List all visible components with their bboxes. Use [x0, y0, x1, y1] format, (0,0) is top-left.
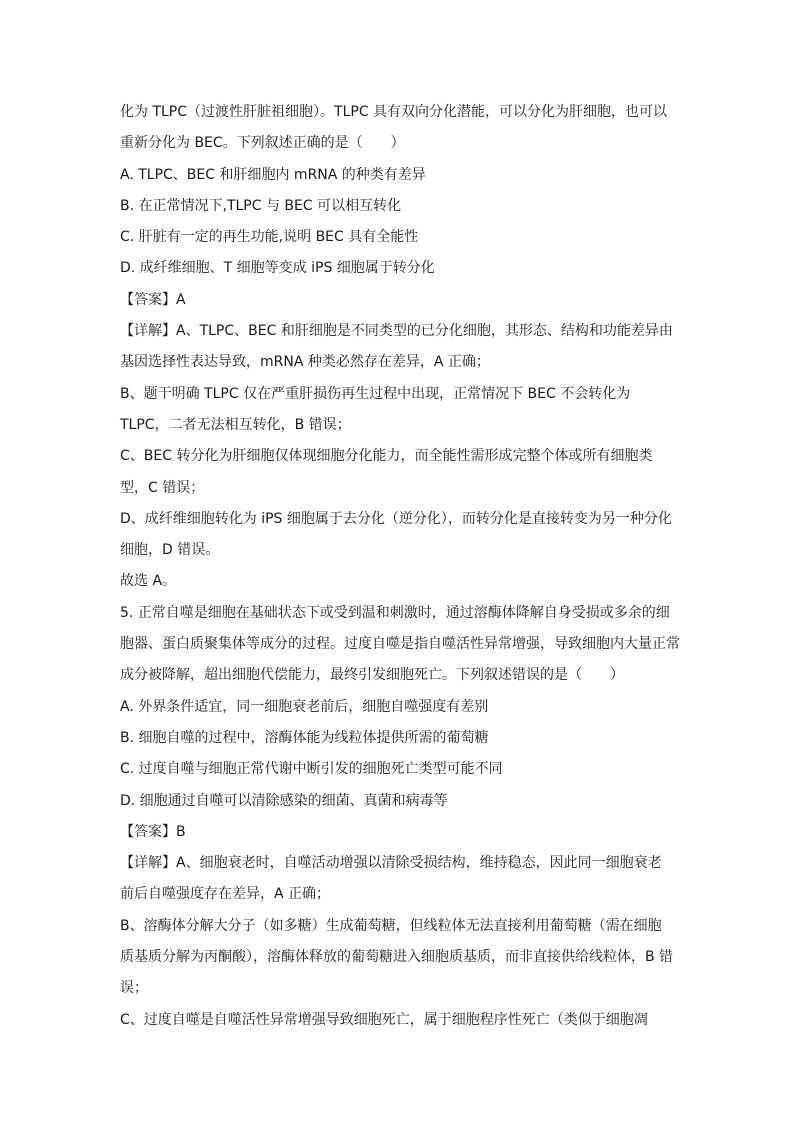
- conclusion-line: 故选 A。: [120, 573, 177, 590]
- explanation-line: TLPC，二者无法相互转化，B 错误；: [120, 416, 351, 433]
- option-b: B. 在正常情况下,TLPC 与 BEC 可以相互转化: [120, 197, 402, 214]
- text-line: 化为 TLPC（过渡性肝脏祖细胞）。TLPC 具有双向分化潜能，可以分化为肝细胞，也可以: [120, 104, 668, 120]
- answer-label: 【答案】A: [120, 291, 186, 308]
- text-line: 重新分化为 BEC。下列叙述正确的是（ ）: [120, 135, 405, 152]
- option-d: D. 成纤维细胞、T 细胞等变成 iPS 细胞属于转分化: [120, 260, 435, 277]
- option-d: D. 细胞通过自噬可以清除感染的细菌、真菌和病毒等: [120, 792, 448, 809]
- option-b: B. 细胞自噬的过程中，溶酶体能为线粒体提供所需的葡萄糖: [120, 729, 489, 746]
- explanation-line: 【详解】A、细胞衰老时，自噬活动增强以清除受损结构，维持稳态，因此同一细胞衰老: [120, 855, 662, 872]
- option-c: C. 肝脏有一定的再生功能,说明 BEC 具有全能性: [120, 229, 419, 246]
- explanation-line: 误；: [120, 980, 148, 997]
- option-c: C. 过度自噬与细胞正常代谢中断引发的细胞死亡类型可能不同: [120, 761, 503, 778]
- explanation-line: 基因选择性表达导致，mRNA 种类必然存在差异，A 正确；: [120, 354, 490, 371]
- explanation-line: 细胞，D 错误。: [120, 542, 220, 559]
- question-stem: 成分被降解，超出细胞代偿能力，最终引发细胞死亡。下列叙述错误的是（ ）: [120, 667, 624, 684]
- explanation-line: C、BEC 转分化为肝细胞仅体现细胞分化能力，而全能性需形成完整个体或所有细胞类: [120, 448, 653, 465]
- explanation-line: 【详解】A、TLPC、BEC 和肝细胞是不同类型的已分化细胞，其形态、结构和功能差异由: [120, 323, 673, 340]
- answer-label: 【答案】B: [120, 823, 186, 840]
- explanation-line: C、过度自噬是自噬活性异常增强导致细胞死亡，属于细胞程序性死亡（类似于细胞凋: [120, 1011, 648, 1028]
- explanation-line: D、成纤维细胞转化为 iPS 细胞属于去分化（逆分化），而转分化是直接转变为另一种分化: [120, 510, 672, 527]
- explanation-line: B、题干明确 TLPC 仅在严重肝损伤再生过程中出现，正常情况下 BEC 不会转化为: [120, 385, 631, 402]
- explanation-line: 质基质分解为丙酮酸），溶酶体释放的葡萄糖进入细胞质基质，而非直接供给线粒体，B 错: [120, 949, 674, 966]
- question-stem: 胞器、蛋白质聚集体等成分的过程。过度自噬是指自噬活性异常增强，导致细胞内大量正常: [120, 636, 680, 653]
- explanation-line: B、溶酶体分解大分子（如多糖）生成葡萄糖，但线粒体无法直接利用葡萄糖（需在细胞: [120, 917, 662, 934]
- document-body: [120, 101, 680, 1040]
- explanation-line: 前后自噬强度存在差异，A 正确；: [120, 886, 331, 903]
- option-a: A. TLPC、BEC 和肝细胞内 mRNA 的种类有差异: [120, 166, 426, 183]
- explanation-line: 型，C 错误；: [120, 479, 205, 496]
- option-a: A. 外界条件适宜，同一细胞衰老前后，细胞自噬强度有差别: [120, 698, 489, 715]
- question-stem: 5. 正常自噬是细胞在基础状态下或受到温和刺激时，通过溶酶体降解自身受损或多余的细: [120, 604, 670, 621]
